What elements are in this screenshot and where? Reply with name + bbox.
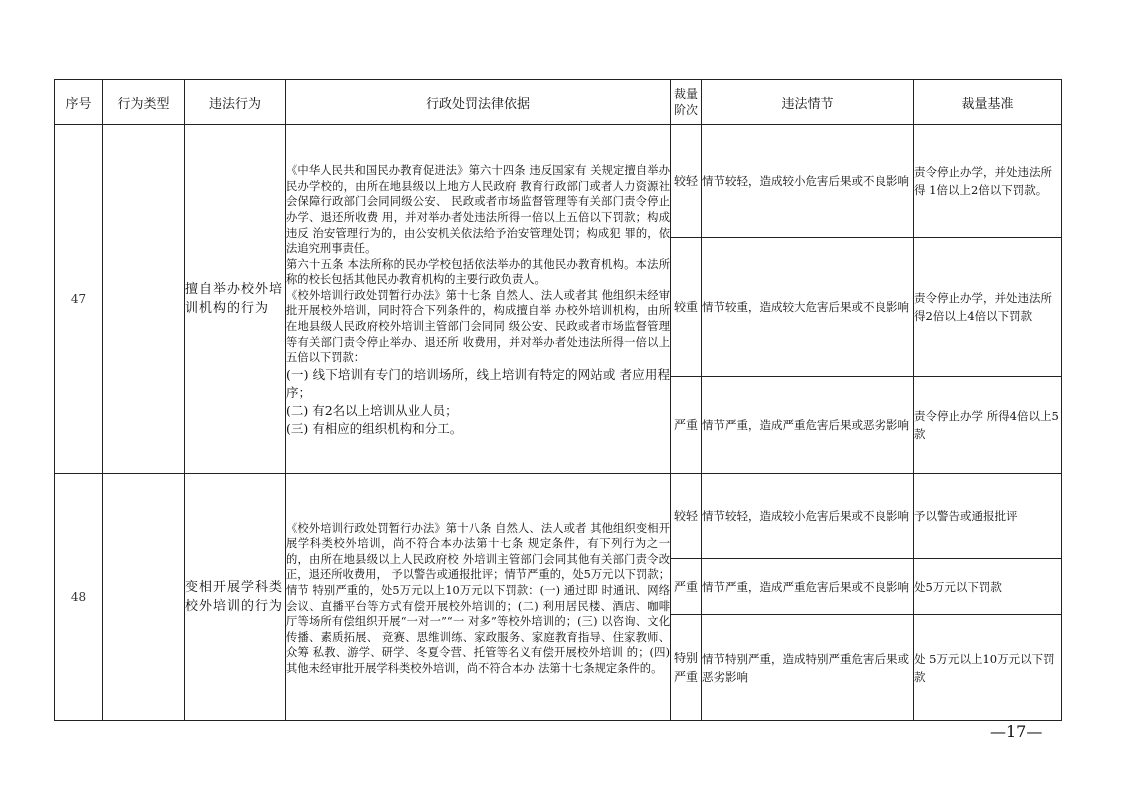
level-cell: 严重 bbox=[671, 559, 702, 615]
header-no: 序号 bbox=[55, 80, 103, 125]
situation-cell: 情节严重，造成严重危害后果或不良影响 bbox=[702, 559, 914, 615]
level-cell: 较重 bbox=[671, 238, 702, 377]
situation-cell: 情节特别严重，造成特别严重危害后果或恶劣影响 bbox=[702, 615, 914, 721]
behavior-type bbox=[103, 125, 185, 474]
standard-cell: 处5万元以下罚款 bbox=[914, 559, 1062, 615]
situation-cell: 情节较重，造成较大危害后果或不良影响 bbox=[702, 238, 914, 377]
situation-cell: 情节较轻，造成较小危害后果或不良影响 bbox=[702, 125, 914, 238]
level-cell: 严重 bbox=[671, 377, 702, 474]
level-cell: 较轻 bbox=[671, 474, 702, 559]
header-behavior: 违法行为 bbox=[185, 80, 286, 125]
header-law: 行政处罚法律依据 bbox=[286, 80, 671, 125]
situation-cell: 情节严重，造成严重危害后果或恶劣影响 bbox=[702, 377, 914, 474]
header-level: 裁量阶次 bbox=[671, 80, 702, 125]
header-type: 行为类型 bbox=[103, 80, 185, 125]
law-paragraph: 第六十五条 本法所称的民办学校包括依法举办的其他民办教育机构。本法所称的校长包括其他民办教育机构的主要行政负责人。 bbox=[286, 257, 670, 287]
standard-cell: 处 5万元以上10万元以下罚款 bbox=[914, 615, 1062, 721]
law-paragraph: 《校外培训行政处罚暂行办法》第十七条 自然人、法人或者其 他组织未经审批开展校外培训，同时符合下列条件的，构成擅自举 办校外培训机构，由所在地县级人民政府校外培训主管部门会同同 级公安、民政或者市场监督管理等有关部门责令停止举办、退还所 收费用，并对举办者处违法所得一倍以上五倍以下罚款： bbox=[286, 288, 670, 365]
level-cell: 较轻 bbox=[671, 125, 702, 238]
standard-cell: 责令停止办学 所得4倍以上5 款 bbox=[914, 377, 1062, 474]
row-number: 47 bbox=[55, 125, 103, 474]
level-cell: 特别严重 bbox=[671, 615, 702, 721]
penalty-table bbox=[54, 79, 1062, 721]
standard-cell: 予以警告或通报批评 bbox=[914, 474, 1062, 559]
row-number: 48 bbox=[55, 474, 103, 721]
standard-cell: 责令停止办学，并处违法所得2倍以上4倍以下罚款 bbox=[914, 238, 1062, 377]
violation-behavior: 变相开展学科类 校外培训的行为 bbox=[185, 474, 286, 721]
legal-basis bbox=[286, 474, 671, 721]
situation-cell: 情节较轻，造成较小危害后果或不良影响 bbox=[702, 474, 914, 559]
behavior-type bbox=[103, 474, 185, 721]
legal-basis bbox=[286, 125, 671, 474]
header-situation: 违法情节 bbox=[702, 80, 914, 125]
standard-cell: 责令停止办学，并处违法所得 1倍以上2倍以下罚款。 bbox=[914, 125, 1062, 238]
header-row bbox=[55, 80, 1062, 125]
table-row bbox=[55, 125, 1062, 238]
law-paragraph: (二) 有2名以上培训从业人员； bbox=[286, 402, 458, 418]
law-paragraph: 《中华人民共和国民办教育促进法》第六十四条 违反国家有 关规定擅自举办民办学校的，由所在地县级以上地方人民政府 教育行政部门或者人力资源社会保障行政部门会同同级公安、 民政或者市场监督管理等有关部门责令停止办学、退还所收费 用，并对举办者处违法所得一倍以上五倍以下罚款；构成违反 治安管理行为的，由公安机关依法给予治安管理处罚；构成犯 罪的，依法追究刑事责任。 bbox=[286, 164, 670, 256]
law-paragraph: (三) 有相应的组织机构和分工。 bbox=[286, 420, 463, 436]
header-standard: 裁量基准 bbox=[914, 80, 1062, 125]
page-number: —17— bbox=[990, 722, 1043, 741]
law-paragraph: 《校外培训行政处罚暂行办法》第十八条 自然人、法人或者 其他组织变相开展学科类校外培训，尚不符合本办法第十七条 规定条件，有下列行为之一的，由所在地县级以上人民政府校 外培训主管部门会同其他有关部门责令改正，退还所收费用， 予以警告或通报批评；情节严重的，处5万元以下罚款；情节 特别严重的，处5万元以上10万元以下罚款：(一) 通过即 时通讯、网络会议、直播平台等方式有偿开展校外培训的；(二) 利用居民楼、酒店、咖啡厅等场所有偿组织开展“一对一”“一 对多”等校外培训的；(三) 以咨询、文化传播、素质拓展、 竞赛、思维训练、家政服务、家庭教育指导、住家教师、众筹 私教、游学、研学、冬夏令营、托管等名义有偿开展校外培训 的；(四) 其他未经审批开展学科类校外培训，尚不符合本办 法第十七条规定条件的。 bbox=[286, 521, 670, 675]
table-row bbox=[55, 474, 1062, 559]
violation-behavior: 擅自举办校外培 训机构的行为 bbox=[185, 125, 286, 474]
law-paragraph: (一) 线下培训有专门的培训场所，线上培训有特定的网站或 者应用程序； bbox=[286, 366, 670, 400]
